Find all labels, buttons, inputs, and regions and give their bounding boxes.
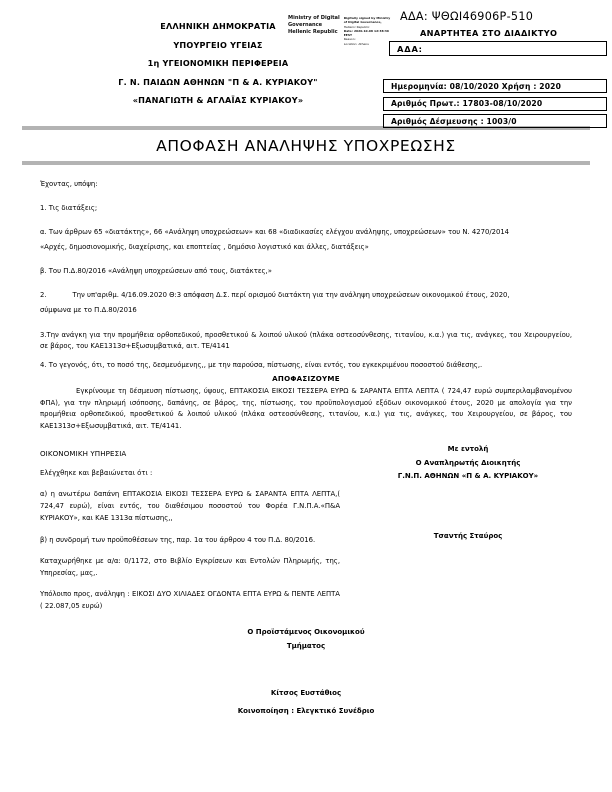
organization-line-2: ΥΠΟΥΡΓΕΙΟ ΥΓΕΙΑΣ bbox=[173, 39, 263, 50]
clause-a-line-2: «Αρχές, δημοσιονομικής, διαχείρισης, και εποπτείας , δημόσιο λογιστικό και άλλες, διατάξεις» bbox=[40, 243, 369, 252]
signature-bottom-line-1: Ο Προϊστάμενος Οικονομικού bbox=[247, 628, 365, 637]
signature-detail-line-4: Date: 2020.10.08 12:38:36 bbox=[343, 28, 389, 33]
preamble-text: Έχοντας, υπόψη: bbox=[40, 180, 98, 188]
anartitea-label: ΑΝΑΡΤΗΤΕΑ ΣΤΟ ΔΙΑΔΙΚΤΥΟ bbox=[420, 28, 558, 38]
signature-right-line-3: Γ.Ν.Π. ΑΘΗΝΩΝ «Π & Α. ΚΥΡΙΑΚΟΥ» bbox=[397, 472, 539, 481]
clause-2-text: Την υπ'αριθμ. 4/16.09.2020 Θ:3 απόφαση Δ.Σ. περί ορισμού διατάκτη για την ανάληψη υποχρεώσεων οικονομικού έτους, 2020, bbox=[72, 291, 510, 300]
clause-2-number: 2. bbox=[40, 291, 47, 300]
signature-right-line-2: Ο Αναπληρωτής Διοικητής bbox=[415, 458, 521, 467]
signature-detail-line-2: of Digital Governance, bbox=[343, 20, 382, 25]
signature-bottom-name: Κίτσος Ευστάθιος bbox=[270, 689, 342, 698]
clause-3: 3.Την ανάγκη για την προμήθεια ορθοπεδικού, προσθετικού & λοιπού υλικού (πλάκα οστεοσύνθεσης, τιτανίου, κ.α.) για τις, ανάγκες, του Χειρουργείου, σε βάρος, του ΚΑΕ1313σ+Εξωσυμβατικά, αιτ. ΤΕ/4141 bbox=[40, 330, 572, 350]
financial-para-3: β) η συνδρομή των προϋποθέσεων της, παρ. 1α του άρθρου 4 του Π.Δ. 80/2016. bbox=[40, 535, 316, 544]
signature-bottom-line-2: Τμήματος bbox=[286, 641, 326, 650]
document-header bbox=[0, 0, 612, 126]
signature-right-gap bbox=[352, 484, 584, 530]
digital-signature-stamp bbox=[288, 15, 390, 46]
reference-box-commitment: Αριθμός Δέσμευσης : 1003/0 bbox=[383, 114, 607, 128]
clause-4: 4. Το γεγονός, ότι, το ποσό της, δεσμευόμενης,, με την παρούσα, πίστωσης, είναι εντός, του εγκεκριμένου ποσοστού διάθεσης,. bbox=[40, 360, 483, 369]
financial-para-1: Ελέγχθηκε και βεβαιώνεται ότι : bbox=[40, 468, 153, 477]
signature-authority-line-2: Governance bbox=[288, 22, 323, 29]
signature-bottom-gap bbox=[40, 653, 572, 687]
decision-heading: ΑΠΟΦΑΣΙΖΟΥΜΕ bbox=[272, 373, 340, 383]
signature-detail-line-5: EEST bbox=[343, 33, 353, 37]
reference-box-protocol: Αριθμός Πρωτ.: 17803-08/10/2020 bbox=[383, 97, 607, 111]
decision-text-content: Εγκρίνουμε τη δέσμευση πίστωσης, ύψους, ΕΠΤΑΚΟΣΙΑ ΕΙΚΟΣΙ ΤΕΣΣΕΡΑ ΕΥΡΩ & ΣΑΡΑΝΤΑ ΕΠΤΑ ΛΕΠΤΑ ( 724,47 ευρώ συμπεριλαμβανομένου ΦΠΑ), για την πληρωμή ισόποσης, δαπάνης, σε βάρος, της, πίστωσης, του προϋπολογισμού εξόδων οικονομικού έτους, 2020 με απολογία για την προμήθεια ορθοπεδικού, προσθετικού & λοιπού υλικού (πλάκα οστεοσύνθεσης, τιτανίου, κ.α.) για τις, ανάγκες, του Χειρουργείου, σε βάρος, του ΚΑΕ1313σ+Εξωσυμβατικά, αιτ. ΤΕ/4141. bbox=[40, 386, 572, 431]
signature-authority bbox=[288, 15, 340, 37]
clause-1-heading: 1. Τις διατάξεις; bbox=[40, 204, 98, 213]
clause-2-line-1 bbox=[40, 290, 572, 301]
financial-para-5: Υπόλοιπο προς, ανάληψη : ΕΙΚΟΣΙ ΔΥΟ ΧΙΛΙΑΔΕΣ ΟΓΔΟΝΤΑ ΕΠΤΑ ΕΥΡΩ & ΠΕΝΤΕ ΛΕΠΤΑ ( 22.087,05 ευρώ) bbox=[40, 590, 340, 611]
financial-para-4: Καταχωρήθηκε με α/α: 0/1172, στο Βιβλίο Εγκρίσεων και Εντολών Πληρωμής, της, Υπηρεσίας, μας,. bbox=[40, 556, 340, 577]
signature-authority-line-3: Hellenic Republic bbox=[288, 29, 338, 36]
page-title: ΑΠΟΦΑΣΗ ΑΝΑΛΗΨΗΣ ΥΠΟΧΡΕΩΣΗΣ bbox=[156, 137, 456, 155]
signature-block-right bbox=[352, 443, 584, 544]
reference-boxes bbox=[383, 79, 607, 132]
decision-text bbox=[40, 386, 572, 433]
financial-service-heading: ΟΙΚΟΝΟΜΙΚΗ ΥΠΗΡΕΣΙΑ bbox=[40, 448, 127, 458]
signature-block-bottom bbox=[40, 626, 572, 718]
ada-code: ΑΔΑ: ΨΘΩΙ46906Ρ-510 bbox=[400, 10, 534, 23]
organization-line-1: ΕΛΛΗΝΙΚΗ ΔΗΜΟΚΡΑΤΙΑ bbox=[160, 21, 276, 31]
clause-2-line-2: σύμφωνα με το Π.Δ.80/2016 bbox=[40, 306, 137, 315]
reference-box-date: Ημερομηνία: 08/10/2020 Χρήση : 2020 bbox=[383, 79, 607, 93]
organization-line-3: 1η ΥΓΕΙΟΝΟΜΙΚΗ ΠΕΡΙΦΕΡΕΙΑ bbox=[147, 58, 289, 69]
signature-right-line-1: Με εντολή bbox=[447, 444, 489, 453]
signature-detail-line-1: Digitally signed by Ministry bbox=[343, 16, 391, 20]
organization-line-5: «ΠΑΝΑΓΙΩΤΗ & ΑΓΛΑΪΑΣ ΚΥΡΙΑΚΟΥ» bbox=[132, 95, 304, 106]
financial-para-2: α) η ανωτέρω δαπάνη ΕΠΤΑΚΟΣΙΑ ΕΙΚΟΣΙ ΤΕΣΣΕΡΑ ΕΥΡΩ & ΣΑΡΑΝΤΑ ΕΠΤΑ ΛΕΠΤΑ,( 724,47 ευρώ), είναι εντός, του διαθέσιμου ποσοστού του Φορέα Γ.Ν.Π.Α.«Π&Α ΚΥΡΙΑΚΟΥ», και ΚΑΕ 1313α πίστωσης,, bbox=[40, 490, 340, 523]
notification-line: Κοινοποίηση : Ελεγκτικό Συνέδριο bbox=[237, 707, 375, 716]
ada-field-box: ΑΔΑ: bbox=[389, 41, 607, 56]
signature-details bbox=[344, 15, 391, 46]
lower-section bbox=[0, 444, 612, 719]
signature-detail-line-3: Hellenic Republic bbox=[343, 24, 370, 29]
clause-a-line-1: α. Των άρθρων 65 «διατάκτης», 66 «Ανάληψη υποχρεώσεων» και 68 «διαδικασίες ελέγχου ανάληψης, υποχρεώσεων» του Ν. 4270/2014 bbox=[40, 228, 510, 237]
signature-detail-line-7: Location: Athens bbox=[343, 41, 369, 46]
signature-right-name: Τσαντής Σταύρος bbox=[433, 531, 503, 540]
signature-authority-line-1: Ministry of Digital bbox=[288, 15, 340, 21]
document-body bbox=[0, 165, 612, 433]
organization-line-4: Γ. Ν. ΠΑΙΔΩΝ ΑΘΗΝΩΝ "Π & Α. ΚΥΡΙΑΚΟΥ" bbox=[118, 76, 318, 87]
clause-b: β. Του Π.Δ.80/2016 «Ανάληψη υποχρεώσεων από τους, διατάκτες,» bbox=[40, 267, 272, 276]
signature-detail-line-6: Reason: bbox=[343, 37, 356, 42]
financial-service-body bbox=[40, 467, 340, 613]
